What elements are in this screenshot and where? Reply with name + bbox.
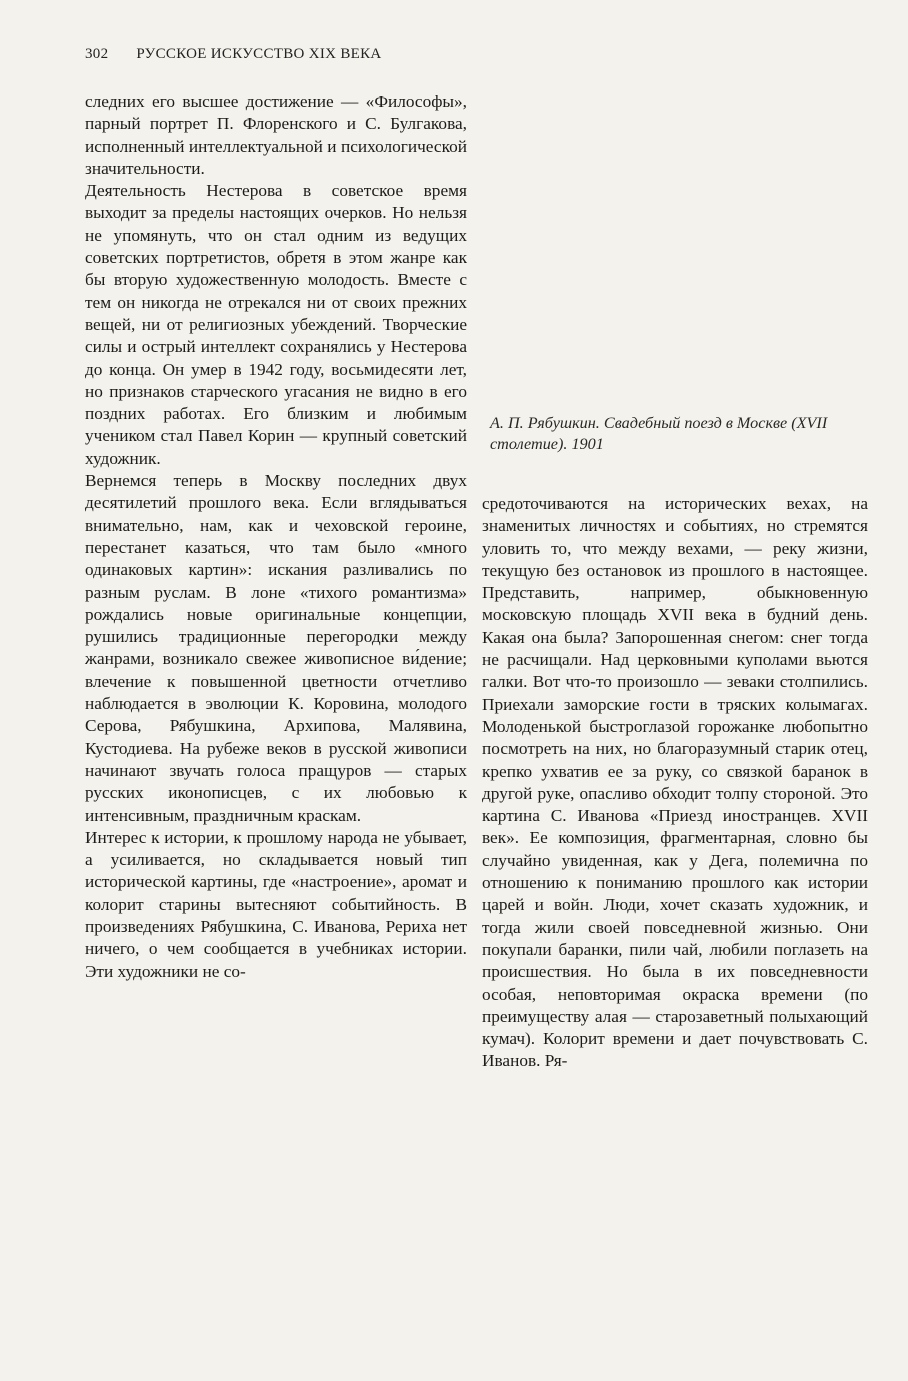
paragraph: Деятельность Нестерова в советское время выходит за пределы настоящих очерков. Но нельзя не упомянуть, что он стал одним из ведущих советских портретистов, обретя в этом жанре как бы вторую художественную молодость. Вместе с тем он никогда не отрекался ни от своих прежних вещей, ни от религиозных убеждений. Творческие силы и острый интеллект сохранялись у Нестерова до конца. Он умер в 1942 году, восьмидесяти лет, но признаков старческого угасания не видно в его поздних работах. Его близким и любимым учеником стал Павел Корин — крупный советский художник. bbox=[85, 181, 467, 468]
page-number: 302 bbox=[85, 46, 109, 62]
right-text-column bbox=[482, 493, 868, 1073]
paragraph: Вернемся теперь в Москву последних двух десятилетий прошлого века. Если вглядываться внимательно, нам, как и чеховской героине, перестанет казаться, что там было «много одинаковых картин»: искания разливались по разным руслам. В лоне «тихого романтизма» рождались новые оригинальные концепции, рушились традиционные перегородки между жанрами, возникало свежее живописное ви́дение; влечение к повышенной цветности отчетливо наблюдается в эволюции К. Коровина, молодого Серова, Рябушкина, Архипова, Малявина, Кустодиева. На рубеже веков в русской живописи начинают звучать голоса пращуров — старых русских иконописцев, с их любовью к интенсивным, праздничным краскам. bbox=[85, 471, 467, 825]
running-header bbox=[85, 46, 465, 63]
running-title: РУССКОЕ ИСКУССТВО XIX ВЕКА bbox=[136, 46, 382, 62]
illustration-caption: А. П. Рябушкин. Свадебный поезд в Москве (XVII столетие). 1901 bbox=[490, 414, 828, 453]
left-text-column bbox=[85, 91, 467, 983]
paragraph: Интерес к истории, к прошлому народа не убывает, а усиливается, но складывается новый тип исторической картины, где «настроение», аромат и колорит старины вытесняют событийность. В произведениях Рябушкина, С. Иванова, Рериха нет ничего, о чем сообщается в учебниках истории. Эти художники не со- bbox=[85, 827, 467, 981]
paragraph: средоточиваются на исторических вехах, на знаменитых личностях и событиях, но стремятся уловить то, что между вехами, — реку жизни, текущую без остановок из прошлого в настоящее. Представить, например, обыкновенную московскую площадь XVII века в будний день. Какая она была? Запорошенная снегом: снег тогда не расчищали. Над церковными куполами вьются галки. Вот что-то произошло — зеваки столпились. Приехали заморские гости в тряских колымагах. Молоденькой быстроглазой горожанке любопытно посмотреть на них, но благоразумный старик отец, крепко ухватив ее за руку, со связкой баранок в другой руке, опасливо обходит толпу стороной. Это картина С. Иванова «Приезд иностранцев. XVII век». Ее композиция, фрагментарная, словно бы случайно увиденная, как у Дега, полемична по отношению к пониманию прошлого как истории царей и войн. Люди, хочет сказать художник, и тогда жили своей повседневной жизнью. Они покупали баранки, пили чай, любили поглазеть на происшествия. Но была в их повседневности особая, неповторимая окраска времени (по преимуществу алая — старозаветный полыхающий кумач). Колорит времени и дает почувствовать С. Иванов. Ря- bbox=[482, 494, 868, 1071]
paragraph: следних его высшее достижение — «Философы», парный портрет П. Флоренского и С. Булгакова, исполненный интеллектуальной и психологической значительности. bbox=[85, 92, 467, 178]
